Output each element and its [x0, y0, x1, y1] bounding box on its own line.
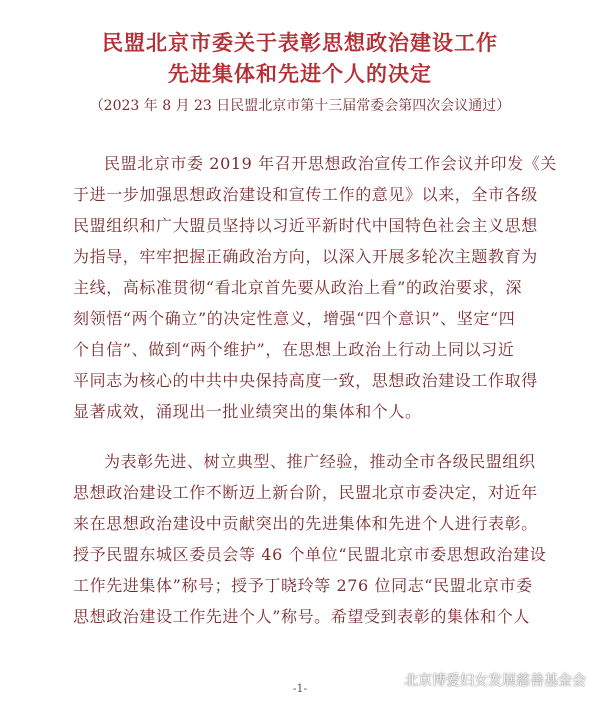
watermark-text: 北京博爱妇女发展慈善基金会 — [404, 673, 586, 689]
document-title-line-1: 民盟北京市委关于表彰思想政治建设工作 — [102, 30, 498, 55]
body-line: 主线，高标准贯彻“看北京首先要从政治上看”的政治要求，深 — [73, 278, 523, 297]
document-subtitle: （2023 年 8 月 23 日民盟北京市第十三届常委会第四次会议通过） — [89, 98, 511, 114]
body-line: 民盟组织和广大盟员坚持以习近平新时代中国特色社会主义思想 — [73, 216, 538, 235]
body-line: 为指导，牢牢把握正确政治方向，以深入开展多轮次主题教育为 — [73, 247, 538, 266]
body-line: 来在思想政治建设中贡献突出的先进集体和先进个人进行表彰。 — [73, 514, 538, 533]
document-title-line-2: 先进集体和先进个人的决定 — [168, 61, 432, 86]
body-line: 思想政治建设工作不断迈上新台阶，民盟北京市委决定，对近年 — [73, 483, 538, 502]
body-line: 民盟北京市委 2019 年召开思想政治宣传工作会议并印发《关 — [104, 154, 557, 173]
body-line: 刻领悟“两个确立”的决定性意义，增强“四个意识”、坚定“四 — [73, 309, 516, 328]
body-line: 个自信”、做到“两个维护”，在思想上政治上行动上同以习近 — [73, 340, 515, 359]
body-line: 思想政治建设工作先进个人”称号。希望受到表彰的集体和个人 — [73, 607, 530, 626]
body-line: 为表彰先进、树立典型、推广经验，推动全市各级民盟组织 — [104, 452, 536, 471]
body-line: 工作先进集体”称号；授予丁晓玲等 276 位同志“民盟北京市委 — [73, 576, 533, 595]
body-line: 显著成效，涌现出一批业绩突出的集体和个人。 — [73, 402, 422, 421]
body-line: 授予民盟东城区委员会等 46 个单位“民盟北京市委思想政治建设 — [73, 545, 547, 564]
wechat-icon — [382, 672, 400, 688]
account-watermark — [382, 670, 586, 690]
body-line: 平同志为核心的中共中央保持高度一致，思想政治建设工作取得 — [73, 371, 538, 390]
body-line: 于进一步加强思想政治建设和宣传工作的意见》以来，全市各级 — [73, 185, 538, 204]
page-number: -1- — [292, 682, 308, 695]
